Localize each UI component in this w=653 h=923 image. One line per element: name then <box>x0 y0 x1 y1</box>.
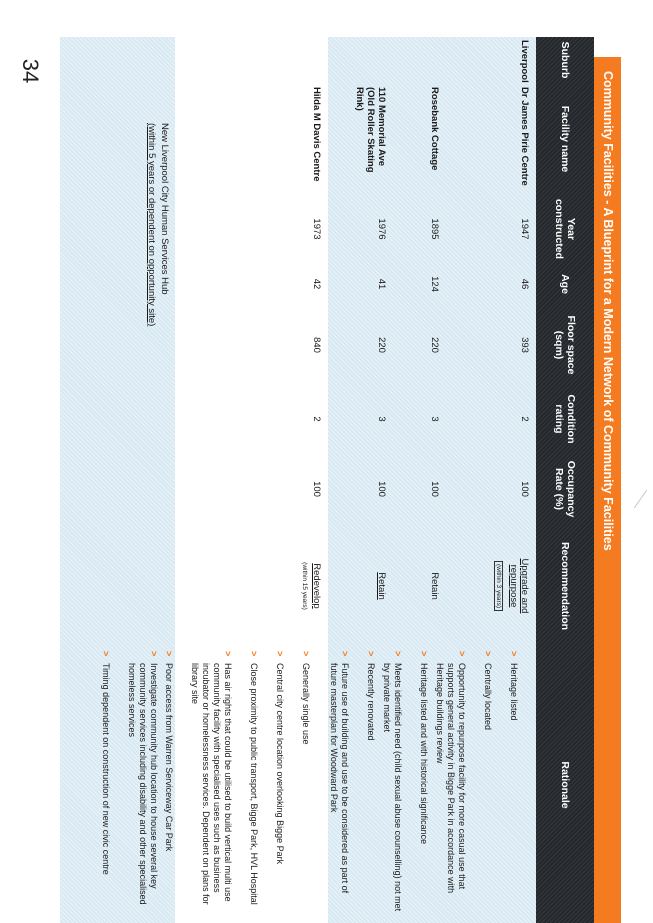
row-2-age: 124 <box>429 276 440 292</box>
row-2-floor: 220 <box>429 337 440 353</box>
crop-mark <box>634 490 647 509</box>
header-age: Age <box>559 274 571 294</box>
bullet-arrow-icon: > <box>340 651 350 657</box>
hub-title: New Liverpool City Human Services Hub <box>159 123 170 295</box>
row-3-facility: 110 Memorial Ave (Old Roller Skating Rink) <box>354 87 387 173</box>
list-item: > Has air rights that could be utilised to build vertical multi use community facility with specialised uses such as business incubator or homelessness services. Dependent on plans for library site <box>190 651 233 905</box>
list-item: > Meets identified need (child sexual abuse counselling) not met by private market <box>382 651 403 912</box>
bullet-arrow-icon: > <box>509 651 519 657</box>
row-3-year: 1976 <box>376 218 387 240</box>
row-3-recommendation: Retain <box>376 572 387 600</box>
suburb-cell: Liverpool <box>519 40 530 83</box>
table-header <box>536 37 594 923</box>
row-2-condition: 3 <box>429 416 440 422</box>
list-item: > Recently renovated <box>366 651 376 741</box>
list-item: > Centrally located <box>483 651 493 731</box>
row-1-age: 46 <box>519 278 530 290</box>
header-occupancy-rate: Occupancy Rate (%) <box>553 460 577 518</box>
bullet-arrow-icon: > <box>301 651 311 657</box>
list-item: > Future use of building and use to be considered as part of future masterplan for Woodward Park <box>329 651 350 894</box>
row-1-occupancy: 100 <box>519 481 530 497</box>
row-1-floor: 393 <box>519 337 530 353</box>
list-item: > Heritage listed <box>509 651 519 721</box>
table-rotated <box>60 37 594 923</box>
row-4-year: 1973 <box>311 218 322 240</box>
bullet-arrow-icon: > <box>249 651 259 657</box>
row-4-floor: 840 <box>311 337 322 353</box>
row-1-recommendation-note: (within 3 years) <box>494 561 503 611</box>
bullet-arrow-icon: > <box>149 651 159 657</box>
header-suburb: Suburb <box>559 41 571 79</box>
row-2-year: 1895 <box>429 218 440 240</box>
bullet-arrow-icon: > <box>419 651 429 657</box>
bullet-arrow-icon: > <box>393 651 403 657</box>
bullet-arrow-icon: > <box>457 651 467 657</box>
header-year-constructed: Year constructed <box>553 198 577 260</box>
list-item: > Timing dependent on construction of new civic centre <box>101 651 111 875</box>
row-3-occupancy: 100 <box>376 481 387 497</box>
row-4-occupancy: 100 <box>311 481 322 497</box>
row-1-facility: Dr James Pirie Centre <box>519 87 530 186</box>
header-condition-rating: Condition rating <box>553 394 577 444</box>
list-item: > Central city centre location overlooking Bigge Park <box>275 651 285 865</box>
row-3-condition: 3 <box>376 416 387 422</box>
row-3-floor: 220 <box>376 337 387 353</box>
bullet-arrow-icon: > <box>164 651 174 657</box>
row-4-facility: Hilda M Davis Centre <box>311 87 322 182</box>
bullet-arrow-icon: > <box>275 651 285 657</box>
facilities-table <box>60 37 594 923</box>
row-1-recommendation-note-wrap <box>494 525 505 647</box>
list-item: > Investigate community hub location to house several key community services including disability and other specialised homeless services <box>127 651 159 905</box>
row-3-rationale <box>313 651 387 913</box>
bullet-arrow-icon: > <box>223 651 233 657</box>
row-2-occupancy: 100 <box>429 481 440 497</box>
row-2-facility: Rosebank Cottage <box>429 87 440 171</box>
hub-timing: (within 5 years or dependent on opportunity site) <box>146 123 157 327</box>
row-1-condition: 2 <box>519 416 530 422</box>
row-4-age: 42 <box>311 278 322 290</box>
title-wrap <box>594 57 621 923</box>
bullet-arrow-icon: > <box>366 651 376 657</box>
page-title: Community Facilities - A Blueprint for a Modern Network of Community Facilities <box>601 71 615 551</box>
row-2-recommendation: Retain <box>429 572 440 600</box>
row-1-year: 1947 <box>519 218 530 240</box>
list-item: > Opportunity to repurpose facility for more casual use that supports general activity in Bigge Park in accordance with Heritage buildings review <box>435 651 467 894</box>
row-4-recommendation: Redevelop <box>311 563 322 609</box>
list-item: > Generally single use <box>301 651 311 745</box>
header-rationale: Rationale <box>559 761 571 809</box>
list-item: > Poor access from Warren Serviceway Car Park <box>164 651 174 852</box>
hub-rationale <box>85 651 170 913</box>
list-item: > Heritage listed and with historical significance <box>419 651 429 845</box>
bullet-arrow-icon: > <box>101 651 111 657</box>
header-facility-name: Facility name <box>559 105 571 173</box>
row-4-recommendation-note: (within 15 years) <box>301 562 308 610</box>
row-4-rationale <box>148 651 322 913</box>
header-recommendation: Recommendation <box>559 541 571 631</box>
page-number: 34 <box>18 58 44 84</box>
row-3-age: 41 <box>376 278 387 290</box>
header-floor-space: Floor space (sqm) <box>553 315 577 375</box>
list-item: > Close proximity to public transport, Bigge Park, HVL Hospital <box>249 651 259 905</box>
row-4-condition: 2 <box>311 416 322 422</box>
row-1-recommendation: Upgrade and repurpose <box>508 558 530 614</box>
bullet-arrow-icon: > <box>483 651 493 657</box>
